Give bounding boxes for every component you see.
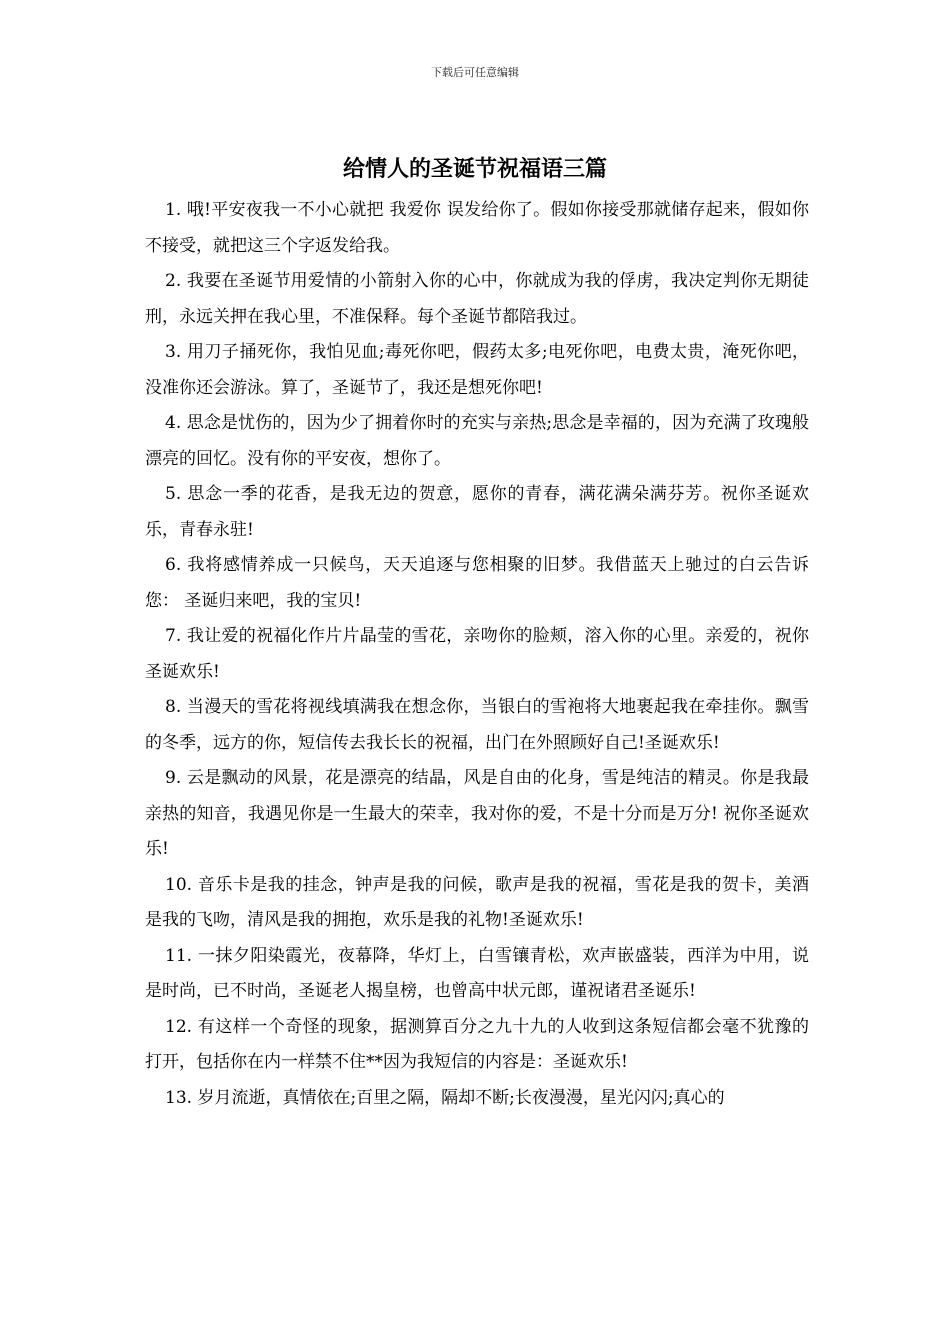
paragraph-3: 3. 用刀子捅死你，我怕见血;毒死你吧，假药太多;电死你吧，电费太贵，淹死你吧，没准你还会游泳。算了，圣诞节了，我还是想死你吧! [145, 342, 809, 398]
paragraph-12: 12. 有这样一个奇怪的现象，据测算百分之九十九的人收到这条短信都会毫不犹豫的打开，包括你在内一样禁不住**因为我短信的内容是：圣诞欢乐! [145, 1016, 809, 1072]
paragraph-4: 4. 思念是忧伤的，因为少了拥着你时的充实与亲热;思念是幸福的，因为充满了玫瑰般漂亮的回忆。没有你的平安夜，想你了。 [145, 413, 809, 469]
paragraph-9: 9. 云是飘动的风景，花是漂亮的结晶，风是自由的化身，雪是纯洁的精灵。你是我最亲热的知音，我遇见你是一生最大的荣幸，我对你的爱，不是十分而是万分! 祝你圣诞欢乐! [145, 768, 809, 859]
document-title: 给情人的圣诞节祝福语三篇 [342, 156, 607, 182]
paragraph-10: 10. 音乐卡是我的挂念，钟声是我的问候，歌声是我的祝福，雪花是我的贺卡，美酒是我的飞吻，清风是我的拥抱，欢乐是我的礼物!圣诞欢乐! [145, 874, 809, 930]
paragraph-13: 13. 岁月流逝，真情依在;百里之隔，隔却不断;长夜漫漫，星光闪闪;真心的 [165, 1087, 725, 1108]
paragraph-11: 11. 一抹夕阳染霞光，夜幕降，华灯上，白雪镶青松，欢声嵌盛装，西洋为中用，说是时尚，已不时尚，圣诞老人揭皇榜，也曾高中状元郎，谨祝诸君圣诞乐! [145, 945, 809, 1001]
paragraph-7: 7. 我让爱的祝福化作片片晶莹的雪花，亲吻你的脸颊，溶入你的心里。亲爱的，祝你圣诞欢乐! [145, 626, 809, 682]
header-note: 下载后可任意编辑 [431, 66, 519, 79]
document-body [145, 193, 809, 1116]
paragraph-1: 1. 哦!平安夜我一不小心就把 我爱你 误发给你了。假如你接受那就储存起来，假如你不接受，就把这三个字返发给我。 [145, 200, 809, 256]
paragraph-5: 5. 思念一季的花香，是我无边的贺意，愿你的青春，满花满朵满芬芳。祝你圣诞欢乐，青春永驻! [145, 484, 809, 540]
paragraph-2: 2. 我要在圣诞节用爱情的小箭射入你的心中，你就成为我的俘虏，我决定判你无期徒刑，永远关押在我心里，不准保释。每个圣诞节都陪我过。 [145, 271, 809, 327]
paragraph-6: 6. 我将感情养成一只候鸟，天天追逐与您相聚的旧梦。我借蓝天上驰过的白云告诉您： 圣诞归来吧，我的宝贝! [145, 555, 809, 611]
paragraph-8: 8. 当漫天的雪花将视线填满我在想念你，当银白的雪袍将大地裹起我在牵挂你。飘雪的冬季，远方的你，短信传去我长长的祝福，出门在外照顾好自己!圣诞欢乐! [145, 697, 809, 753]
